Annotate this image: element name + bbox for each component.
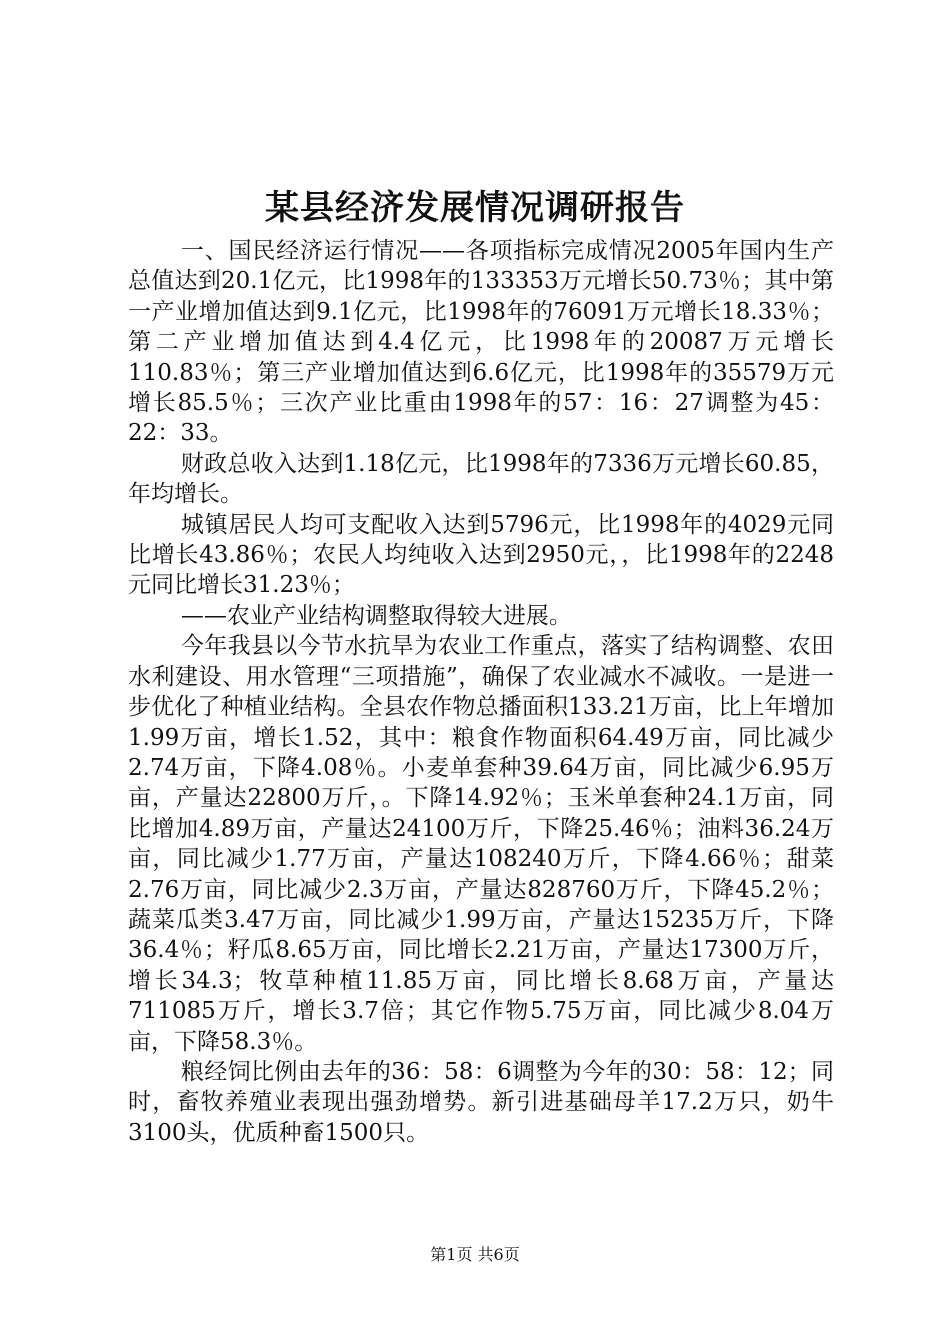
- paragraph-livestock: 粮经饲比例由去年的36：58：6调整为今年的30：58：12；同时，畜牧养殖业表现出强劲增势。新引进基础母羊17.2万只，奶牛3100头，优质种畜1500只。: [128, 1058, 834, 1146]
- paragraph-economy-overview: 一、国民经济运行情况——各项指标完成情况2005年国内生产总值达到20.1亿元，比1998年的133353万元增长50.73％；其中第一产业增加值达到9.1亿元，比1998年的76091万元增长18.33％；第二产业增加值达到4.4亿元，比1998年的20087万元增长110.83％；第三产业增加值达到6.6亿元，比1998年的35579万元增长85.5％；三次产业比重由1998年的57：16：27调整为45：22：33。: [128, 238, 834, 447]
- paragraph-crop-structure: 今年我县以今节水抗旱为农业工作重点，落实了结构调整、农田水利建设、用水管理“三项措施”，确保了农业减水不减收。一是进一步优化了种植业结构。全县农作物总播面积133.21万亩，比上年增加1.99万亩，增长1.52，其中：粮食作物面积64.49万亩，同比减少2.74万亩，下降4.08％。小麦单套种39.64万亩，同比减少6.95万亩，产量达22800万斤，。下降14.92％；玉米单套种24.1万亩，同比增加4.89万亩，产量达24100万斤，下降25.46％；油料36.24万亩，同比减少1.77万亩，产量达108240万斤，下降4.66％；甜菜2.76万亩，同比减少2.3万亩，产量达828760万斤，下降45.2％；蔬菜瓜类3.47万亩，同比减少1.99万亩，产量达15235万斤，下降36.4％；籽瓜8.65万亩，同比增长2.21万亩，产量达17300万斤，增长34.3；牧草种植11.85万亩，同比增长8.68万亩，产量达711085万斤，增长3.7倍；其它作物5.75万亩，同比减少8.04万亩，下降58.3％。: [128, 633, 834, 1055]
- paragraph-fiscal-revenue: 财政总收入达到1.18亿元，比1998年的7336万元增长60.85，年均增长。: [128, 450, 834, 508]
- document-title: 某县经济发展情况调研报告: [265, 188, 685, 228]
- paragraph-agri-heading: ——农业产业结构调整取得较大进展。: [180, 602, 572, 629]
- document-body: [128, 236, 834, 1148]
- page-footer: 第1页 共6页: [430, 1245, 520, 1264]
- paragraph-income: 城镇居民人均可支配收入达到5796元，比1998年的4029元同比增长43.86％；农民人均纯收入达到2950元，，比1998年的2248元同比增长31.23％；: [128, 511, 834, 599]
